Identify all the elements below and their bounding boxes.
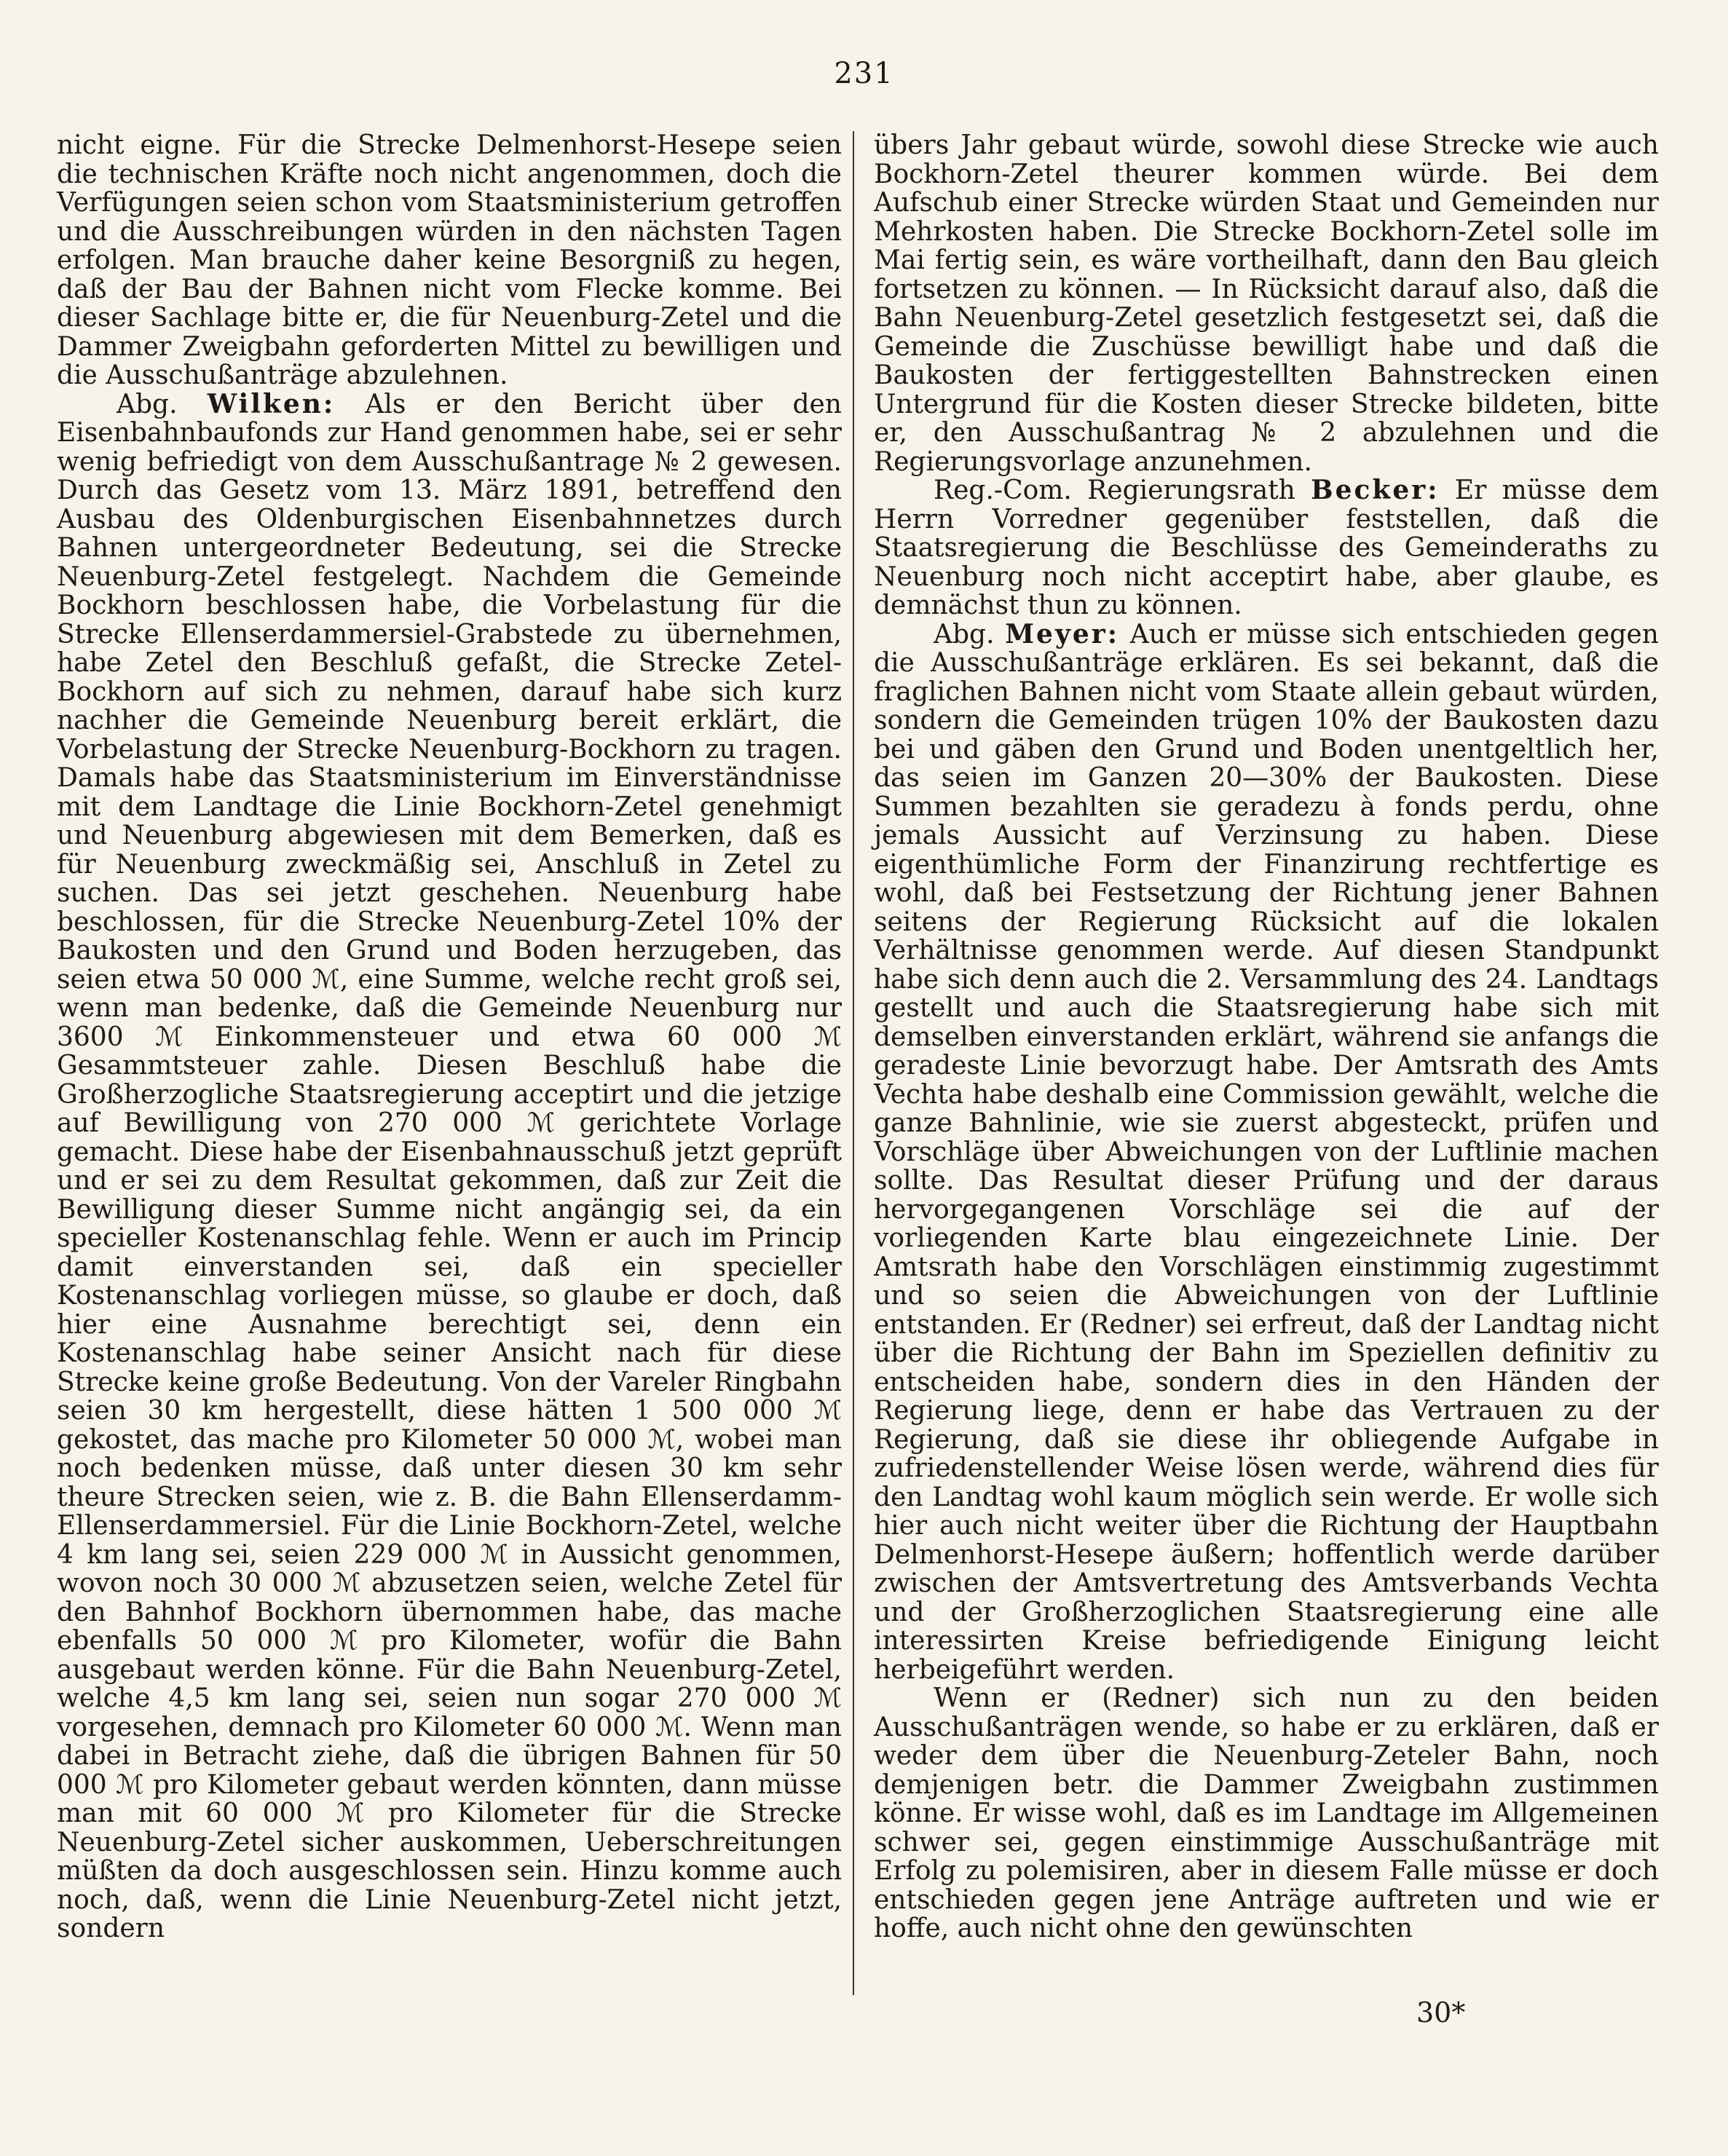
speaker-title: Reg.-Com. Regierungsrath	[934, 475, 1295, 505]
speaker-title: Abg.	[117, 389, 178, 419]
speaker-name: Wilken:	[207, 388, 336, 419]
paragraph-text: Er müsse dem Herrn Vorredner gegenüber feststellen, daß die Staatsregierung die Beschlüsse des Gemeinderaths zu Neuenburg noch nicht acceptirt habe, aber glaube, es demnächst thun zu können.	[874, 475, 1659, 620]
paragraph-text: Auch er müsse sich entschieden gegen die Ausschußanträge erklären. Es sei bekannt, daß die fraglichen Bahnen nicht vom Staate allein gebaut würden, sondern die Gemeinden trügen 10% der Baukosten dazu bei und gäben den Grund und Boden unentgeltlich her, das seien im Ganzen 20—30% der Baukosten. Diese Summen bezahlten sie geradezu à fonds perdu, ohne jemals Aussicht auf Verzinsung zu haben. Diese eigenthümliche Form der Finanzirung rechtfertige es wohl, daß bei Festsetzung der Richtung jener Bahnen seitens der Regierung Rücksicht auf die lokalen Verhältnisse genommen werde. Auf diesen Standpunkt habe sich denn auch die 2. Versammlung des 24. Landtags gestellt und auch die Staatsregierung habe sich mit demselben einverstanden erklärt, während sie anfangs die geradeste Linie bevorzugt habe. Der Amtsrath des Amts Vechta habe deshalb eine Commission gewählt, welche die ganze Bahnlinie, wie sie zuerst abgesteckt, prüfen und Vorschläge über Abweichungen von der Luftlinie machen sollte. Das Resultat dieser Prüfung und der daraus hervorgegangenen Vorschläge sei die auf der vorliegenden Karte blau eingezeichnete Linie. Der Amtsrath habe den Vorschlägen einstimmig zugestimmt und so seien die Abweichungen von der Luftlinie entstanden. Er (Redner) sei erfreut, daß der Landtag nicht über die Richtung der Bahn im Speziellen definitiv zu entscheiden habe, sondern dies in den Händen der Regierung liege, denn er habe das Vertrauen zu der Regierung, daß sie diese ihr obliegende Aufgabe in zufriedenstellender Weise lösen werde, während dies für den Landtag wohl kaum möglich sein werde. Er wolle sich hier auch nicht weiter über die Richtung der Hauptbahn Delmenhorst-Hesepe äußern; hoffentlich werde darüber zwischen der Amtsvertretung des Amtsverbands Vechta und der Großherzoglichen Staatsregierung eine alle interessirten Kreise befriedigende Einigung leicht herbeigeführt werden.	[874, 619, 1659, 1685]
paragraph	[874, 131, 1659, 476]
speaker-name: Becker:	[1311, 475, 1440, 505]
page-number: 231	[834, 57, 894, 90]
column-divider	[853, 131, 854, 1995]
paragraph-text: nicht eigne. Für die Strecke Delmenhorst-Hesepe seien die technischen Kräfte noch nicht angenommen, doch die Verfügungen seien schon vom Staatsministerium getroffen und die Ausschreibungen würden in den nächsten Tagen erfolgen. Man brauche daher keine Besorgniß zu hegen, daß der Bau der Bahnen nicht vom Flecke komme. Bei dieser Sachlage bitte er, die für Neuenburg-Zetel und die Dammer Zweigbahn geforderten Mittel zu bewilligen und die Ausschußanträge abzulehnen.	[57, 130, 842, 390]
paragraph-text: Wenn er (Redner) sich nun zu den beiden Ausschußanträgen wende, so habe er zu erklären, daß er weder dem über die Neuenburg-Zeteler Bahn, noch demjenigen betr. die Dammer Zweigbahn zustimmen könne. Er wisse wohl, daß es im Landtage im Allgemeinen schwer sei, gegen einstimmige Ausschußanträge mit Erfolg zu polemisiren, aber in diesem Falle müsse er doch entschieden gegen jene Anträge auftreten und wie er hoffe, auch nicht ohne den gewünschten	[874, 1683, 1659, 1943]
paragraph	[874, 1684, 1659, 1943]
paragraph-text: Als er den Bericht über den Eisenbahnbaufonds zur Hand genommen habe, sei er sehr wenig befriedigt von dem Ausschußantrage № 2 gewesen. Durch das Gesetz vom 13. März 1891, betreffend den Ausbau des Oldenburgischen Eisenbahnnetzes durch Bahnen untergeordneter Bedeutung, sei die Strecke Neuenburg-Zetel festgelegt. Nachdem die Gemeinde Bockhorn beschlossen habe, die Vorbelastung für die Strecke Ellenserdammersiel-Grabstede zu übernehmen, habe Zetel den Beschluß gefaßt, die Strecke Zetel-Bockhorn auf sich zu nehmen, darauf habe sich kurz nachher die Gemeinde Neuenburg bereit erklärt, die Vorbelastung der Strecke Neuenburg-Bockhorn zu tragen. Damals habe das Staatsministerium im Einverständnisse mit dem Landtage die Linie Bockhorn-Zetel genehmigt und Neuenburg abgewiesen mit dem Bemerken, daß es für Neuenburg zweckmäßig sei, Anschluß in Zetel zu suchen. Das sei jetzt geschehen. Neuenburg habe beschlossen, für die Strecke Neuenburg-Zetel 10% der Baukosten und den Grund und Boden herzugeben, das seien etwa 50 000 ℳ, eine Summe, welche recht groß sei, wenn man bedenke, daß die Gemeinde Neuenburg nur 3600 ℳ Einkommensteuer und etwa 60 000 ℳ Gesammtsteuer zahle. Diesen Beschluß habe die Großherzogliche Staatsregierung acceptirt und die jetzige auf Bewilligung von 270 000 ℳ gerichtete Vorlage gemacht. Diese habe der Eisenbahnausschuß jetzt geprüft und er sei zu dem Resultat gekommen, daß zur Zeit die Bewilligung dieser Summe nicht angängig sei, da ein specieller Kostenanschlag fehle. Wenn er auch im Princip damit einverstanden sei, daß ein specieller Kostenanschlag vorliegen müsse, so glaube er doch, daß hier eine Ausnahme berechtigt sei, denn ein Kostenanschlag habe seiner Ansicht nach für diese Strecke keine große Bedeutung. Von der Vareler Ringbahn seien 30 km hergestellt, diese hätten 1 500 000 ℳ gekostet, das mache pro Kilometer 50 000 ℳ, wobei man noch bedenken müsse, daß unter diesen 30 km sehr theure Strecken seien, wie z. B. die Bahn Ellenserdamm-Ellenserdammersiel. Für die Linie Bockhorn-Zetel, welche 4 km lang sei, seien 229 000 ℳ in Aussicht genommen, wovon noch 30 000 ℳ abzusetzen seien, welche Zetel für den Bahnhof Bockhorn übernommen habe, das mache ebenfalls 50 000 ℳ pro Kilometer, wofür die Bahn ausgebaut werden könne. Für die Bahn Neuenburg-Zetel, welche 4,5 km lang sei, seien nun sogar 270 000 ℳ vorgesehen, demnach pro Kilometer 60 000 ℳ. Wenn man dabei in Betracht ziehe, daß die übrigen Bahnen für 50 000 ℳ pro Kilometer gebaut werden könnten, dann müsse man mit 60 000 ℳ pro Kilometer für die Strecke Neuenburg-Zetel sicher auskommen, Ueberschreitungen müßten da doch ausgeschlossen sein. Hinzu komme auch noch, daß, wenn die Linie Neuenburg-Zetel nicht jetzt, sondern	[57, 389, 842, 1943]
paragraph	[57, 131, 842, 390]
speaker-title: Abg.	[934, 619, 995, 649]
right-column	[874, 131, 1659, 1943]
paragraph	[874, 620, 1659, 1685]
left-column	[57, 131, 842, 1943]
paragraph	[874, 476, 1659, 620]
speaker-name: Meyer:	[1005, 618, 1120, 649]
paragraph	[57, 390, 842, 1943]
signature-mark: 30*	[1416, 1997, 1466, 2029]
paragraph-text: übers Jahr gebaut würde, sowohl diese Strecke wie auch Bockhorn-Zetel theurer kommen würde. Bei dem Aufschub einer Strecke würden Staat und Gemeinden nur Mehrkosten haben. Die Strecke Bockhorn-Zetel solle im Mai fertig sein, es wäre vortheilhaft, dann den Bau gleich fortsetzen zu können. — In Rücksicht darauf also, daß die Bahn Neuenburg-Zetel gesetzlich festgesetzt sei, daß die Gemeinde die Zuschüsse bewilligt habe und daß die Baukosten der fertiggestellten Bahnstrecken einen Untergrund für die Kosten dieser Strecke bildeten, bitte er, den Ausschußantrag № 2 abzulehnen und die Regierungsvorlage anzunehmen.	[874, 130, 1659, 477]
